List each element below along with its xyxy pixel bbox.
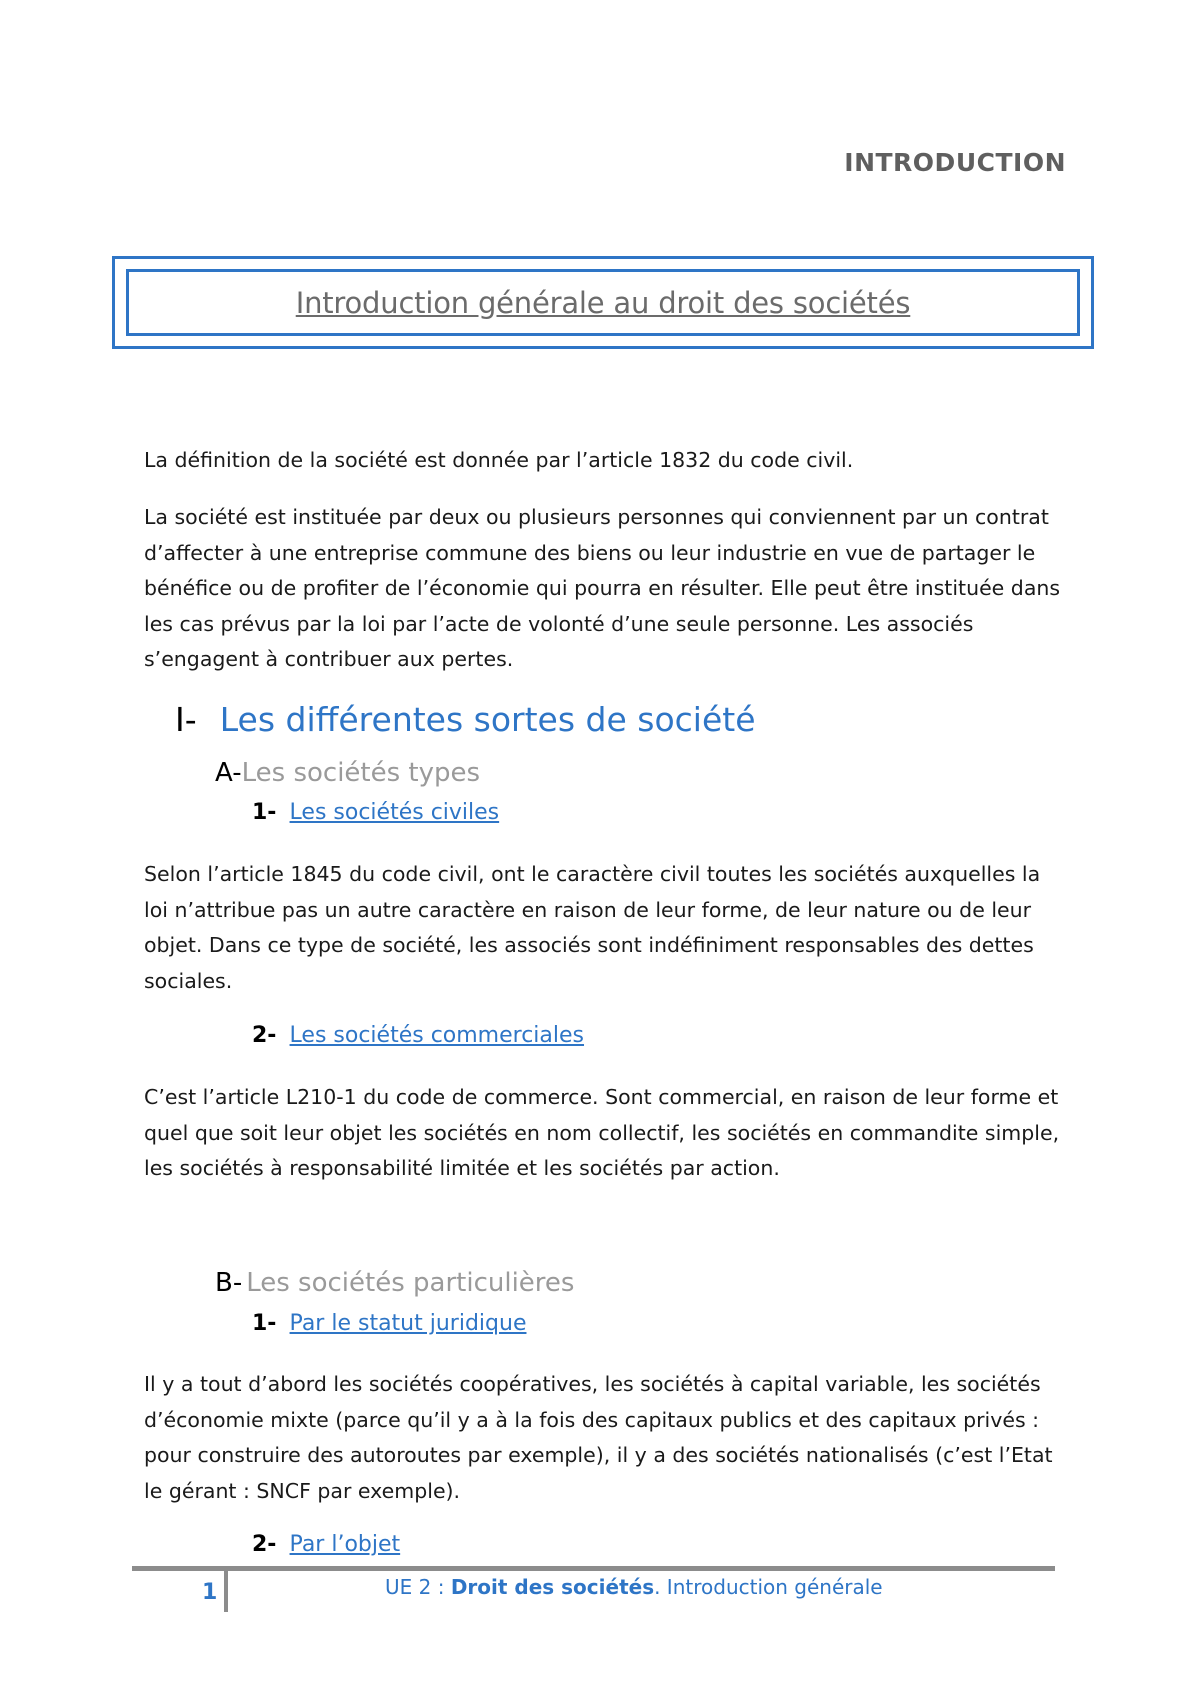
heading-subsection-a-letter: A- — [215, 758, 242, 788]
footer-suffix: . Introduction générale — [654, 1575, 883, 1599]
heading-subsection-b-letter: B- — [215, 1268, 243, 1298]
heading-subsection-b — [215, 1268, 574, 1298]
heading-b2-text: Par l’objet — [289, 1532, 401, 1557]
paragraph-definition: La définition de la société est donnée par l’article 1832 du code civil. — [144, 448, 854, 472]
heading-section-1-text: Les différentes sortes de société — [219, 700, 756, 739]
paragraph-societes-civiles: Selon l’article 1845 du code civil, ont le caractère civil toutes les sociétés auxquelles la loi n’attribue pas un autre caractère en raison de leur forme, de leur nature ou de leur objet. Dans ce type de société, les associés sont indéfiniment responsables des dettes sociales. — [144, 862, 1041, 993]
title-box — [112, 256, 1094, 349]
heading-b1 — [252, 1311, 526, 1336]
heading-a1-number: 1- — [252, 800, 277, 825]
heading-a1-text: Les sociétés civiles — [289, 800, 500, 825]
heading-b1-number: 1- — [252, 1311, 277, 1336]
footer-divider — [224, 1570, 228, 1612]
footer-course: Droit des sociétés — [450, 1575, 655, 1599]
footer-rule — [132, 1566, 1055, 1571]
paragraph-societes-particulieres: Il y a tout d’abord les sociétés coopératives, les sociétés à capital variable, les sociétés d’économie mixte (parce qu’il y a à la fois des capitaux publics et des capitaux privés : pour construire des autoroutes par exemple), il y a des sociétés nationalisés (c’est l’Etat le gérant : SNCF par exemple). — [144, 1372, 1053, 1503]
title-box-inner — [126, 269, 1080, 336]
paragraph-societes-commerciales: C’est l’article L210-1 du code de commerce. Sont commercial, en raison de leur forme et quel que soit leur objet les sociétés en nom collectif, les sociétés en commandite simple, les sociétés à responsabilité limitée et les sociétés par action. — [144, 1085, 1060, 1180]
heading-b2 — [252, 1532, 400, 1557]
heading-b1-text: Par le statut juridique — [289, 1311, 527, 1336]
heading-subsection-b-text: Les sociétés particulières — [246, 1268, 575, 1298]
paragraph-article-1832: La société est instituée par deux ou plusieurs personnes qui conviennent par un contrat d’affecter à une entreprise commune des biens ou leur industrie en vue de partager le bénéfice ou de profiter de l’économie qui pourra en résulter. Elle peut être instituée dans les cas prévus par la loi par l’acte de volonté d’une seule personne. Les associés s’engagent à contribuer aux pertes. — [144, 505, 1061, 671]
heading-a2 — [252, 1023, 584, 1048]
heading-a1 — [252, 800, 499, 825]
heading-a2-text: Les sociétés commerciales — [289, 1023, 585, 1048]
heading-subsection-a — [215, 758, 480, 788]
page-number: 1 — [202, 1580, 218, 1605]
running-header: INTRODUCTION — [844, 148, 1066, 177]
footer-course-label — [385, 1575, 883, 1599]
document-title: Introduction générale au droit des sociétés — [295, 285, 911, 320]
heading-subsection-a-text: Les sociétés types — [241, 758, 481, 788]
heading-section-1 — [175, 700, 756, 739]
heading-b2-number: 2- — [252, 1532, 277, 1557]
footer-ue: UE 2 : — [385, 1575, 451, 1599]
heading-a2-number: 2- — [252, 1023, 277, 1048]
heading-section-1-number: I- — [175, 700, 197, 739]
